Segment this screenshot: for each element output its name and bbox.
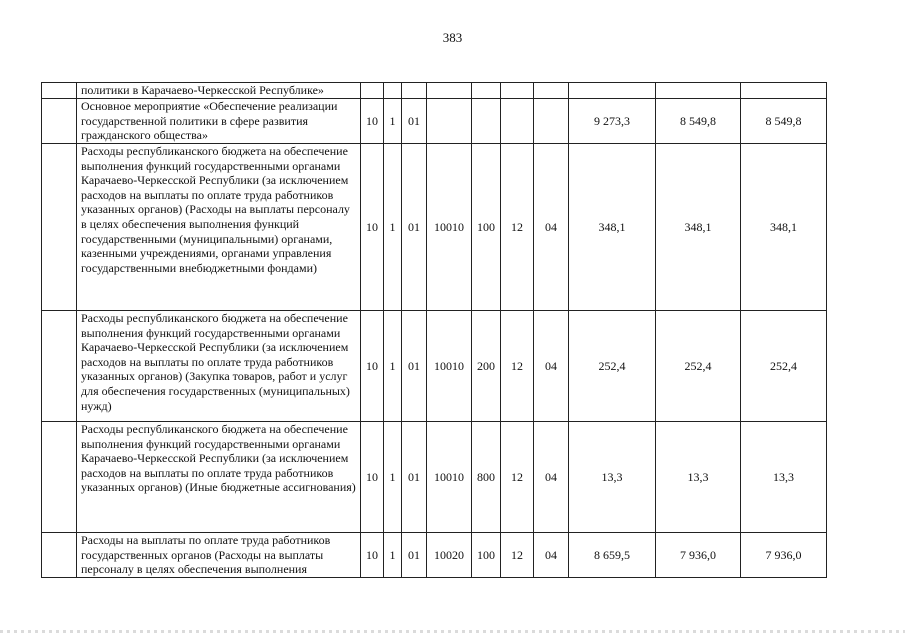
code-cell: 04 (534, 533, 569, 578)
code-cell: 10020 (427, 533, 472, 578)
code-cell: 10010 (427, 144, 472, 311)
code-cell: 1 (384, 533, 402, 578)
description-cell: Расходы республиканского бюджета на обеспечение выполнения функций государственными органами Карачаево-Черкесской Республики (за исключением расходов на выплаты по оплате труда работников указанных органов) (Иные бюджетные ассигнования) (77, 422, 361, 533)
amount-cell: 252,4 (741, 311, 827, 422)
code-cell: 1 (384, 99, 402, 144)
code-cell: 100 (472, 533, 501, 578)
description-cell: Основное мероприятие «Обеспечение реализации государственной политики в сфере развития гражданского общества» (77, 99, 361, 144)
amount-cell: 13,3 (656, 422, 741, 533)
amount-cell: 348,1 (569, 144, 656, 311)
amount-cell: 13,3 (569, 422, 656, 533)
table-row (42, 533, 827, 578)
code-cell: 100 (472, 144, 501, 311)
code-cell (427, 99, 472, 144)
code-cell: 01 (402, 533, 427, 578)
code-cell: 04 (534, 311, 569, 422)
code-cell: 12 (501, 533, 534, 578)
row-number-cell (42, 144, 77, 311)
code-cell: 12 (501, 144, 534, 311)
table-row (42, 422, 827, 533)
code-cell (472, 83, 501, 99)
description-cell: Расходы на выплаты по оплате труда работников государственных органов (Расходы на выплаты персоналу в целях обеспечения выполнения (77, 533, 361, 578)
code-cell (534, 83, 569, 99)
amount-cell: 252,4 (569, 311, 656, 422)
code-cell: 10010 (427, 422, 472, 533)
page-number: 383 (442, 30, 463, 45)
table-row (42, 311, 827, 422)
amount-cell: 7 936,0 (656, 533, 741, 578)
row-number-cell (42, 311, 77, 422)
code-cell: 1 (384, 311, 402, 422)
amount-cell: 348,1 (741, 144, 827, 311)
amount-cell: 8 659,5 (569, 533, 656, 578)
code-cell (361, 83, 384, 99)
code-cell (402, 83, 427, 99)
code-cell: 04 (534, 144, 569, 311)
code-cell: 800 (472, 422, 501, 533)
code-cell (501, 83, 534, 99)
description-cell: политики в Карачаево-Черкесской Республике» (77, 83, 361, 99)
description-cell: Расходы республиканского бюджета на обеспечение выполнения функций государственными органами Карачаево-Черкесской Республики (за исключением расходов на выплаты по оплате труда работников указанных органов) (Расходы на выплаты персоналу в целях обеспечения выполнения функций государственными (муниципальными) органами, казенными учреждениями, органами управления государственными внебюджетными фондами) (77, 144, 361, 311)
code-cell (427, 83, 472, 99)
code-cell: 01 (402, 422, 427, 533)
code-cell: 1 (384, 422, 402, 533)
amount-cell (569, 83, 656, 99)
row-number-cell (42, 83, 77, 99)
code-cell: 10 (361, 144, 384, 311)
row-number-cell (42, 422, 77, 533)
code-cell: 10010 (427, 311, 472, 422)
amount-cell: 8 549,8 (656, 99, 741, 144)
code-cell: 01 (402, 311, 427, 422)
code-cell (384, 83, 402, 99)
code-cell: 12 (501, 311, 534, 422)
code-cell: 200 (472, 311, 501, 422)
amount-cell: 13,3 (741, 422, 827, 533)
code-cell: 01 (402, 99, 427, 144)
budget-table (41, 82, 827, 578)
table-row (42, 144, 827, 311)
code-cell: 10 (361, 311, 384, 422)
code-cell: 10 (361, 533, 384, 578)
description-cell: Расходы республиканского бюджета на обеспечение выполнения функций государственными органами Карачаево-Черкесской Республики (за исключением расходов на выплаты по оплате труда работников указанных органов) (Закупка товаров, работ и услуг для обеспечения государственных (муниципальных) нужд) (77, 311, 361, 422)
code-cell: 01 (402, 144, 427, 311)
code-cell: 10 (361, 99, 384, 144)
amount-cell (656, 83, 741, 99)
code-cell: 1 (384, 144, 402, 311)
code-cell: 12 (501, 422, 534, 533)
scan-artifact-line (0, 630, 905, 633)
amount-cell: 7 936,0 (741, 533, 827, 578)
table-row (42, 83, 827, 99)
row-number-cell (42, 99, 77, 144)
code-cell (534, 99, 569, 144)
table-row (42, 99, 827, 144)
amount-cell: 252,4 (656, 311, 741, 422)
code-cell (501, 99, 534, 144)
amount-cell: 8 549,8 (741, 99, 827, 144)
amount-cell: 9 273,3 (569, 99, 656, 144)
code-cell (472, 99, 501, 144)
row-number-cell (42, 533, 77, 578)
amount-cell: 348,1 (656, 144, 741, 311)
code-cell: 04 (534, 422, 569, 533)
code-cell: 10 (361, 422, 384, 533)
amount-cell (741, 83, 827, 99)
